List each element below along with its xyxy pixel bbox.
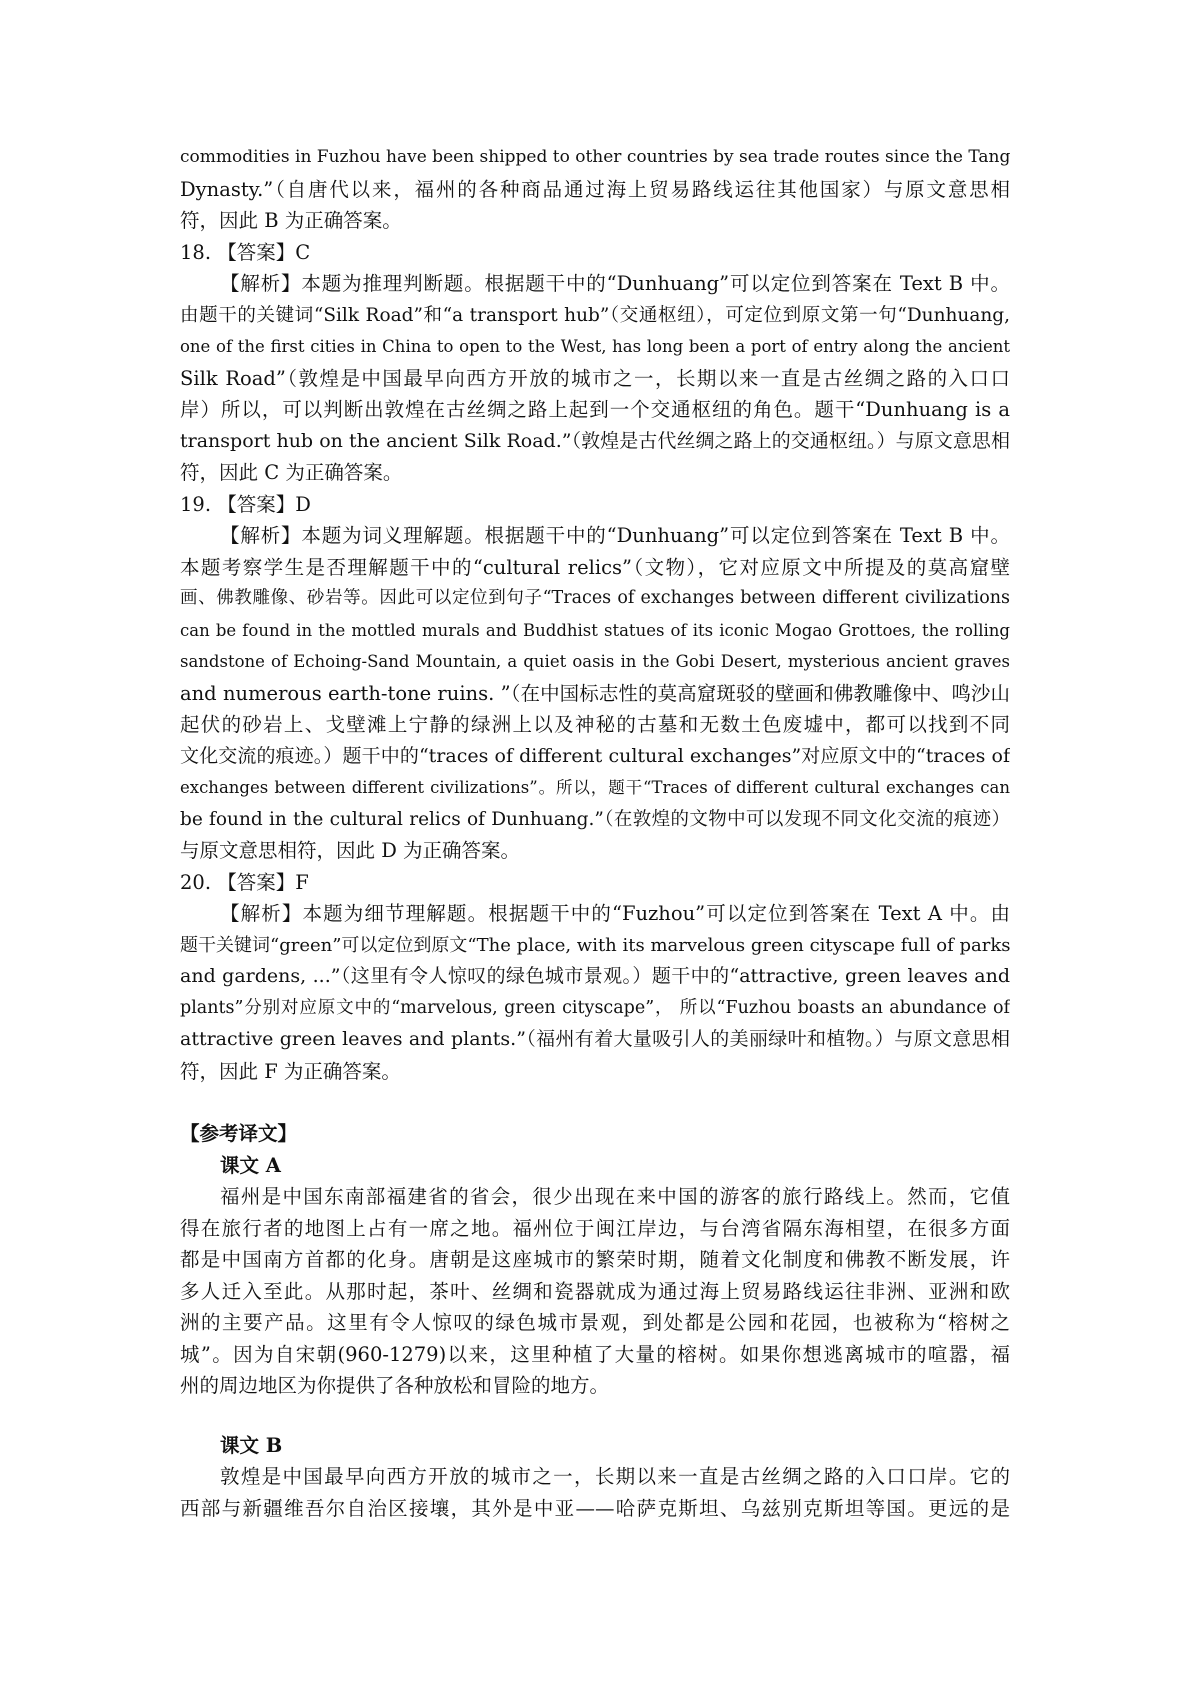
answer-header: 18. 【答案】C: [180, 240, 311, 264]
text-line: 本题考察学生是否理解题干中的“cultural relics”（文物），它对应原文中所提及的莫高窟壁: [180, 555, 1010, 579]
answer-header: 19. 【答案】D: [180, 492, 311, 516]
text-line: 符，因此 F 为正确答案。: [180, 1059, 401, 1083]
text-line: one of the first cities in China to open to the West, has long been a port of entry along the ancient: [180, 337, 1010, 356]
text-line: 州的周边地区为你提供了各种放松和冒险的地方。: [180, 1374, 610, 1397]
text-line: 【解析】本题为推理判断题。根据题干中的“Dunhuang”可以定位到答案在 Text B 中。: [220, 272, 1010, 295]
text-line: 福州是中国东南部福建省的省会，很少出现在来中国的游客的旅行路线上。然而，它值: [220, 1185, 1010, 1208]
text-line: and gardens, ...”（这里有令人惊叹的绿色城市景观。）题干中的“attractive, green leaves and: [180, 965, 1010, 987]
text-line: be found in the cultural relics of Dunhuang.”（在敦煌的文物中可以发现不同文化交流的痕迹）: [180, 808, 1010, 830]
text-line: 洲的主要产品。这里有令人惊叹的绿色城市景观，到处都是公园和花园，也被称为“榕树之: [180, 1311, 1010, 1334]
continuation-block: [180, 142, 1010, 237]
spacer: [180, 1402, 1010, 1430]
answer-block-19: [180, 489, 1010, 867]
text-line: plants”分别对应原文中的“marvelous, green cityscape”， 所以“Fuzhou boasts an abundance of: [180, 997, 1010, 1018]
text-line: 城”。因为自宋朝(960-1279)以来，这里种植了大量的榕树。如果你想逃离城市的喧嚣，福: [180, 1342, 1010, 1366]
section-heading: 【参考译文】: [180, 1122, 298, 1145]
text-line: commodities in Fuzhou have been shipped to other countries by sea trade routes since the Tang: [180, 147, 1010, 167]
text-line: 符，因此 C 为正确答案。: [180, 461, 403, 484]
answer-block-18: [180, 237, 1010, 489]
text-line: and numerous earth-tone ruins. ”（在中国标志性的莫高窟斑驳的壁画和佛教雕像中、鸣沙山: [180, 681, 1010, 705]
text-line: 【解析】本题为词义理解题。根据题干中的“Dunhuang”可以定位到答案在 Text B 中。: [220, 524, 1010, 547]
text-line: 【解析】本题为细节理解题。根据题干中的“Fuzhou”可以定位到答案在 Text A 中。由: [220, 902, 1010, 925]
text-line: 文化交流的痕迹。）题干中的“traces of different cultural exchanges”对应原文中的“traces of: [180, 744, 1010, 767]
text-b-title: 课文 B: [220, 1433, 283, 1457]
text-line: Dynasty.”（自唐代以来，福州的各种商品通过海上贸易路线运往其他国家）与原文意思相: [180, 177, 1010, 201]
text-line: 起伏的砂岩上、戈壁滩上宁静的绿洲上以及神秘的古墓和无数土色废墟中，都可以找到不同: [180, 713, 1010, 736]
text-line: 由题干的关键词“Silk Road”和“a transport hub”（交通枢纽），可定位到原文第一句“Dunhuang,: [180, 304, 1010, 326]
translation-section: [180, 1118, 1010, 1524]
text-line: 画、佛教雕像、砂岩等。因此可以定位到句子“Traces of exchanges between different civilizations: [180, 588, 1010, 608]
text-line: 得在旅行者的地图上占有一席之地。福州位于闽江岸边，与台湾省隔东海相望，在很多方面: [180, 1216, 1010, 1240]
text-line: transport hub on the ancient Silk Road.”（敦煌是古代丝绸之路上的交通枢纽。）与原文意思相: [180, 429, 1010, 452]
text-line: 都是中国南方首都的化身。唐朝是这座城市的繁荣时期，随着文化制度和佛教不断发展，许: [180, 1248, 1010, 1271]
spacer: [180, 1087, 1010, 1118]
text-line: can be found in the mottled murals and Buddhist statues of its iconic Mogao Grottoes, the rolling: [180, 620, 1010, 640]
text-line: 与原文意思相符，因此 D 为正确答案。: [180, 839, 521, 862]
text-a-title: 课文 A: [220, 1153, 281, 1177]
text-line: sandstone of Echoing-Sand Mountain, a quiet oasis in the Gobi Desert, mysterious ancient graves: [180, 652, 1010, 671]
text-line: attractive green leaves and plants.”（福州有着大量吸引人的美丽绿叶和植物。）与原文意思相: [180, 1028, 1010, 1050]
text-line: Silk Road”（敦煌是中国最早向西方开放的城市之一，长期以来一直是古丝绸之路的入口口: [180, 366, 1010, 390]
text-line: 符，因此 B 为正确答案。: [180, 209, 402, 232]
document-page: [180, 142, 1010, 1524]
text-line: 西部与新疆维吾尔自治区接壤，其外是中亚——哈萨克斯坦、乌兹别克斯坦等国。更远的是: [180, 1496, 1010, 1520]
answer-header: 20. 【答案】F: [180, 870, 309, 894]
text-line: 岸）所以，可以判断出敦煌在古丝绸之路上起到一个交通枢纽的角色。题干“Dunhuang is a: [180, 398, 1010, 421]
answer-block-20: [180, 867, 1010, 1088]
text-line: exchanges between different civilizations”。所以，题干“Traces of different cultural exchanges can: [180, 778, 1010, 797]
text-line: 多人迁入至此。从那时起，茶叶、丝绸和瓷器就成为通过海上贸易路线运往非洲、亚洲和欧: [180, 1279, 1010, 1303]
text-line: 敦煌是中国最早向西方开放的城市之一，长期以来一直是古丝绸之路的入口口岸。它的: [220, 1465, 1010, 1488]
text-line: 题干关键词“green”可以定位到原文“The place, with its marvelous green cityscape full of parks: [180, 934, 1010, 956]
